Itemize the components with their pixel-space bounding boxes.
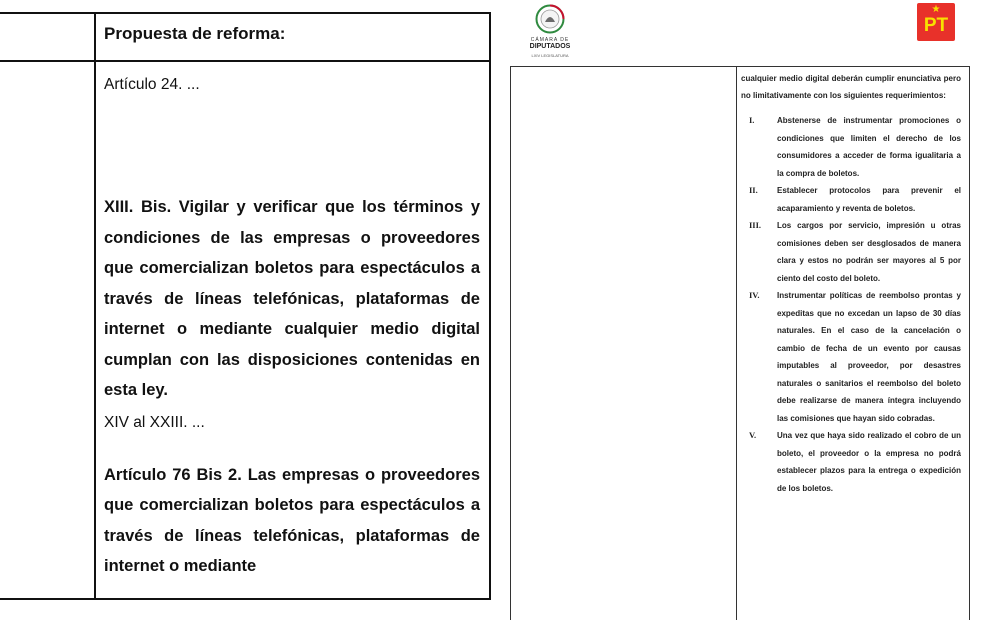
legislatura-label: LXIV LEGISLATURA: [531, 53, 569, 58]
star-icon: ★: [931, 4, 941, 15]
item-text: Los cargos por servicio, impresión u otras comisiones deben ser desglosados de manera clara y estos no podrán ser mayores al 5 por ciento del costo del boleto.: [777, 221, 961, 283]
party-label: PT: [923, 15, 949, 36]
sections-xiv-xxiii: XIV al XXIII. ...: [104, 413, 205, 431]
right-table-right-border: [969, 66, 970, 620]
item-number: I.: [749, 115, 755, 125]
table-bottom-border: [0, 598, 491, 600]
list-item: [741, 427, 961, 497]
diputados-label: DIPUTADOS: [529, 43, 571, 50]
eagle-emblem-icon: [535, 4, 565, 34]
requirements-section: [741, 70, 961, 497]
pt-party-logo: [917, 3, 955, 41]
item-number: III.: [749, 220, 762, 230]
item-number: IV.: [749, 290, 760, 300]
item-number: V.: [749, 430, 757, 440]
item-text: Instrumentar políticas de reembolso prontas y expeditas que no excedan un lapso de 30 días naturales. En el caso de la cancelación o cambio de fecha de un evento por causas imputables al proveedor, por desastres naturales o sanitarios el reembolso del boleto debe realizarse de manera íntegra incluyendo las comisiones que hayan sido cobradas.: [777, 291, 961, 423]
table-header-border: [0, 60, 491, 62]
right-table-left-border: [510, 66, 511, 620]
list-item: [741, 287, 961, 427]
item-text: Establecer protocolos para prevenir el acaparamiento y reventa de boletos.: [777, 186, 961, 213]
camara-label: CÁMARA DE: [530, 37, 570, 43]
article-76-bis-2: Artículo 76 Bis 2. Las empresas o proveedores que comercializan boletos para espectáculos a través de líneas telefónicas, plataformas de internet o mediante: [104, 465, 480, 575]
requirements-list: [741, 112, 961, 497]
camara-diputados-logo: [520, 4, 580, 62]
item-text: Una vez que haya sido realizado el cobro de un boleto, el proveedor o la empresa no podrá establecer plazos para la entrega o expedición de los boletos.: [777, 431, 961, 493]
section-xiii-bis: XIII. Bis. Vigilar y verificar que los términos y condiciones de las empresas o proveedores que comercializan boletos para espectáculos a través de líneas telefónicas, plataformas de internet o mediante cualquier medio digital cumplan con las disposiciones contenidas en esta ley.: [104, 198, 480, 399]
list-item: [741, 182, 961, 217]
list-item: [741, 112, 961, 182]
item-text: Abstenerse de instrumentar promociones o condiciones que limiten el derecho de los consumidores a acceder de forma igualitaria a la compra de boletos.: [777, 116, 961, 178]
reform-text: [104, 76, 480, 582]
item-number: II.: [749, 185, 758, 195]
requirements-intro: cualquier medio digital deberán cumplir enunciativa pero no limitativamente con los siguientes requerimientos:: [741, 74, 961, 100]
reform-table: [0, 12, 491, 600]
column-header: Propuesta de reforma:: [104, 24, 286, 43]
list-item: [741, 217, 961, 287]
table-right-border: [489, 12, 491, 600]
table-column-divider: [94, 12, 96, 600]
right-table-top-border: [510, 66, 970, 67]
right-table-column-divider: [736, 66, 737, 620]
table-top-border: [0, 12, 491, 14]
article-24-heading: Artículo 24. ...: [104, 76, 200, 93]
